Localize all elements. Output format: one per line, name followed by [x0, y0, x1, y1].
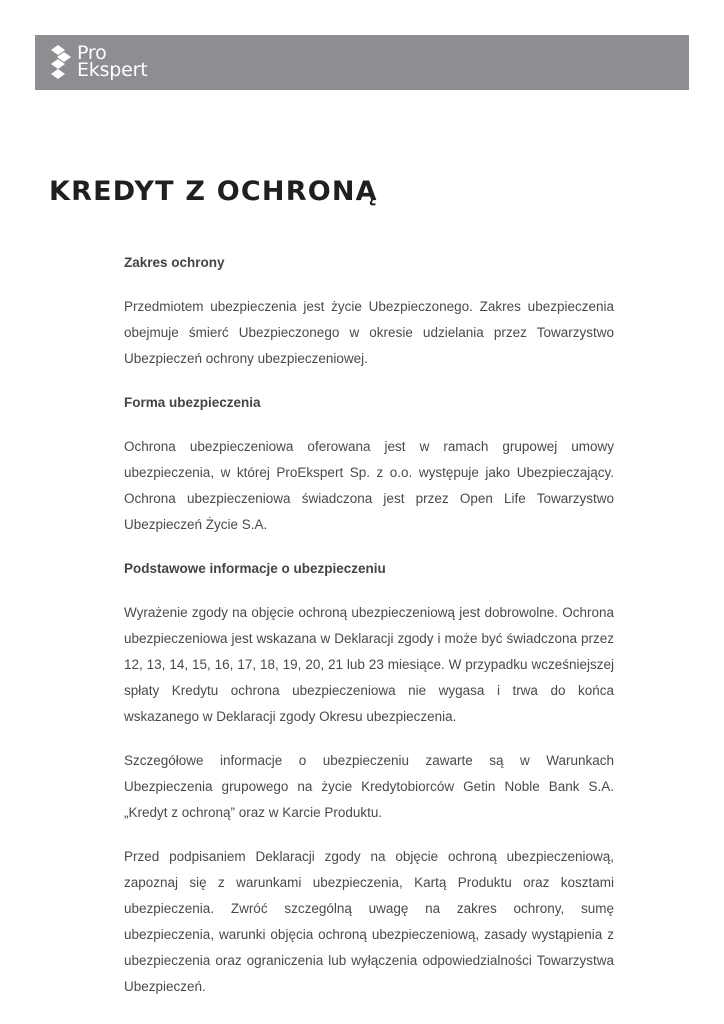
document-content: [124, 250, 614, 1018]
logo-line-pro: Pro: [77, 42, 107, 64]
paragraph-przed-podpisaniem: Przed podpisaniem Deklaracji zgody na objęcie ochroną ubezpieczeniową, zapoznaj się z warunkami ubezpieczenia, Kartą Produktu oraz kosztami ubezpieczenia. Zwróć szczególną uwagę na zakres ochrony, sumę ubezpieczenia, warunki objęcia ochroną ubezpieczeniową, zasady wystąpienia z ubezpieczenia oraz ograniczenia lub wyłączenia odpowiedzialności Towarzystwa Ubezpieczeń.: [124, 849, 614, 994]
section-heading-forma: Forma ubezpieczenia: [124, 395, 261, 410]
section-heading-podstawowe: Podstawowe informacje o ubezpieczeniu: [124, 561, 386, 576]
paragraph-szczegoly: Szczegółowe informacje o ubezpieczeniu zawarte są w Warunkach Ubezpieczenia grupowego na życie Kredytobiorców Getin Noble Bank S.A. „Kredyt z ochroną” oraz w Karcie Produktu.: [124, 753, 614, 820]
page-title: KREDYT Z OCHRONĄ: [49, 176, 378, 207]
header-bar: [35, 35, 689, 90]
section-heading-zakres: Zakres ochrony: [124, 255, 225, 270]
paragraph-forma: Ochrona ubezpieczeniowa oferowana jest w ramach grupowej umowy ubezpieczenia, w której ProEkspert Sp. z o.o. występuje jako Ubezpieczający. Ochrona ubezpieczeniowa świadczona jest przez Open Life Towarzystwo Ubezpieczeń Życie S.A.: [124, 439, 614, 532]
logo-wordmark: [77, 42, 148, 81]
paragraph-dobrowolnosc: Wyrażenie zgody na objęcie ochroną ubezpieczeniową jest dobrowolne. Ochrona ubezpieczeniowa jest wskazana w Deklaracji zgody i może być świadczona przez 12, 13, 14, 15, 16, 17, 18, 19, 20, 21 lub 23 miesiące. W przypadku wcześniejszej spłaty Kredytu ochrona ubezpieczeniowa nie wygasa i trwa do końca wskazanego w Deklaracji zgody Okresu ubezpieczenia.: [124, 605, 614, 724]
logo-line-ekspert: Ekspert: [77, 59, 148, 81]
paragraph-zakres: Przedmiotem ubezpieczenia jest życie Ubezpieczonego. Zakres ubezpieczenia obejmuje śmierć Ubezpieczonego w okresie udzielania przez Towarzystwo Ubezpieczeń ochrony ubezpieczeniowej.: [124, 299, 614, 366]
proekspert-logo[interactable]: [49, 42, 148, 82]
proekspert-chevron-logo-icon: [49, 44, 73, 80]
